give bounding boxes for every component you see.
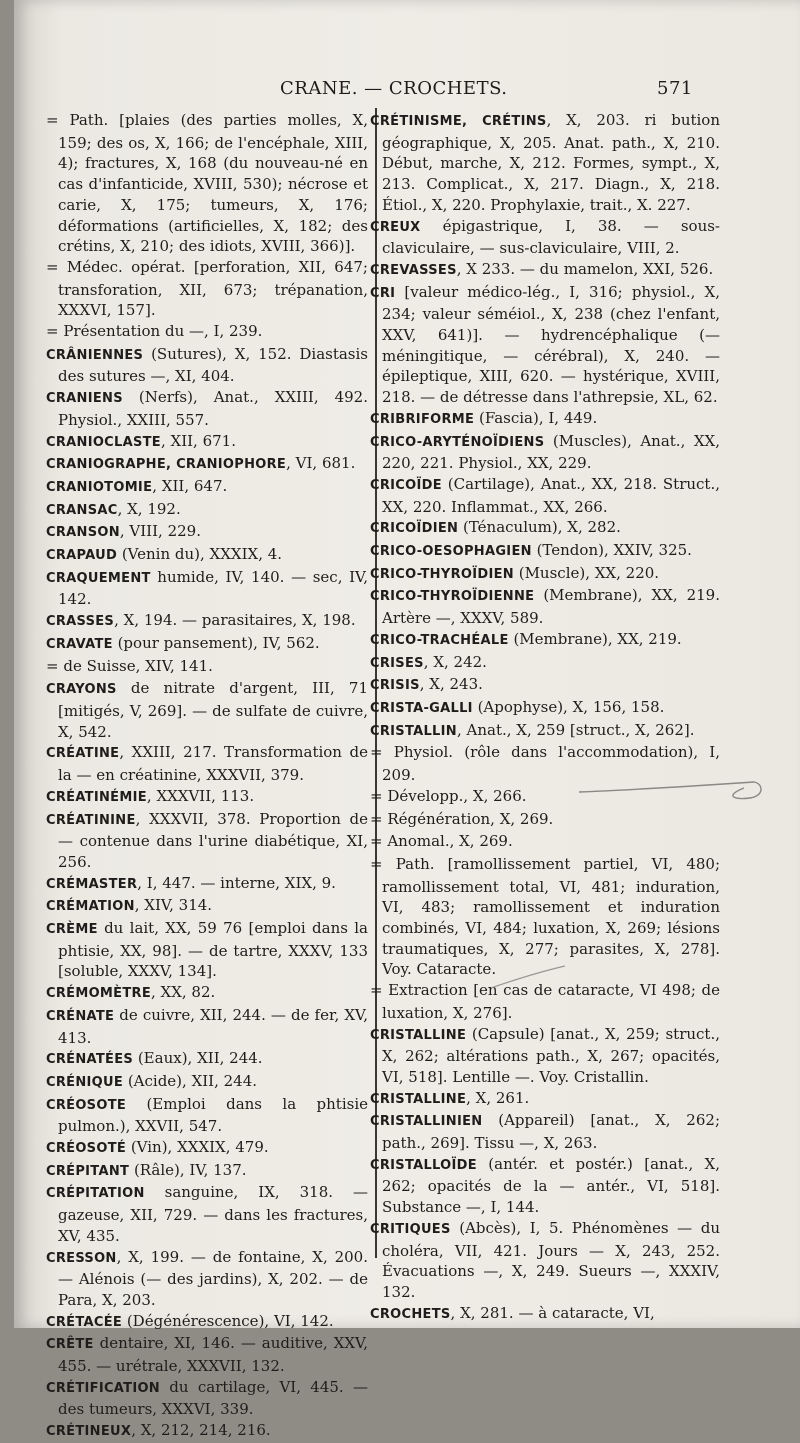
entry-text: , X, 261.	[466, 1088, 530, 1107]
entry-term: CRISTA-GALLI	[370, 700, 473, 716]
pencil-mark	[574, 762, 774, 822]
entry-term: CRICO-OESOPHAGIEN	[370, 544, 532, 560]
entry-text: (Ténaculum), X, 282.	[458, 518, 621, 537]
entry-text: , X, 199. — de fontaine, X, 200. — Alénois (— des jardins), X, 202. — de Para, X, 203.	[58, 1247, 368, 1309]
entry-text: humide, IV, 140. — sec, IV, 142.	[58, 567, 368, 609]
entry-text: , X, 192.	[117, 499, 181, 518]
index-entry	[370, 629, 720, 652]
index-entry	[46, 982, 368, 1005]
index-entry	[46, 476, 368, 499]
entry-term: CRICOÏDIEN	[370, 521, 459, 537]
entry-term: CRANIOGRAPHE, CRANIOPHORE	[46, 457, 287, 473]
entry-term: CREVASSES	[370, 262, 457, 278]
entry-text: (Eaux), XII, 244.	[133, 1049, 263, 1068]
entry-term: CRÉMATION	[46, 899, 135, 915]
entry-text: , XXIII, 217. Transformation de la — en créatinine, XXXVII, 379.	[58, 743, 368, 785]
index-entry	[46, 1160, 368, 1183]
entry-text: = de Suisse, XIV, 141.	[46, 656, 213, 675]
entry-text: , VIII, 229.	[119, 522, 201, 541]
index-entry	[46, 918, 368, 982]
entry-text: , X 233. — du mamelon, XXI, 526.	[456, 259, 714, 278]
entry-term: CRISIS	[370, 678, 420, 694]
entry-term: CRICO-ARYTÉNOÏDIENS	[370, 434, 545, 450]
entry-term: CRAVATE	[46, 636, 113, 652]
entry-term: CRISTALLINIEN	[370, 1114, 483, 1130]
index-entry	[370, 563, 720, 586]
entry-term: CRAQUEMENT	[46, 570, 151, 586]
entry-term: CRANIENS	[46, 391, 123, 407]
index-entry	[46, 321, 368, 344]
entry-text: = Développ., X, 266.	[370, 786, 527, 805]
index-entry	[46, 895, 368, 918]
index-entry	[46, 1005, 368, 1048]
index-entry	[46, 656, 368, 679]
entry-term: CRISTALLOÏDE	[370, 1157, 477, 1173]
entry-term: CRÉTINEUX	[46, 1424, 132, 1440]
index-entry	[370, 408, 720, 431]
entry-term: CRÉMASTER	[46, 876, 138, 892]
entry-term: CRÉNATE	[46, 1008, 115, 1024]
entry-term: CRASSES	[46, 614, 115, 630]
entry-text: de cuivre, XII, 244. — de fer, XV, 413.	[58, 1005, 368, 1047]
index-entry	[46, 1071, 368, 1094]
index-entry	[370, 652, 720, 675]
entry-term: CRANIOTOMIE	[46, 479, 153, 495]
entry-term: CRI	[370, 285, 396, 301]
entry-text: = Extraction [en cas de cataracte, VI 498; de luxation, X, 276].	[370, 981, 720, 1022]
entry-term: CRICO-TRACHÉALE	[370, 632, 509, 648]
entry-text: (Cartilage), Anat., XX, 218. Struct., XX, 220. Inflammat., XX, 266.	[382, 474, 720, 516]
book-page	[14, 0, 800, 1440]
index-entry	[370, 1024, 720, 1088]
index-entry	[370, 1110, 720, 1153]
index-entry	[46, 110, 368, 257]
entry-term: CRICO-THYROÏDIENNE	[370, 589, 535, 605]
entry-text: , X, 281. — à cataracte, VI,	[450, 1303, 655, 1322]
entry-text: du cartilage, VI, 445. — des tumeurs, XXXVI, 339.	[58, 1377, 368, 1419]
entry-text: (Membrane), XX, 219.	[508, 629, 682, 648]
entry-text: (Râle), IV, 137.	[129, 1160, 247, 1179]
entry-text: = Physiol. (rôle dans l'accommodation), I, 209.	[370, 743, 720, 785]
index-entry	[370, 1303, 720, 1326]
entry-term: CRISTALLINE	[370, 1091, 467, 1107]
entry-term: CRISTALLIN	[370, 723, 457, 739]
entry-text: = Anomal., X, 269.	[370, 832, 513, 851]
index-entry	[370, 110, 720, 216]
index-entry	[370, 720, 720, 743]
entry-term: CRÈME	[46, 922, 98, 938]
index-entry	[46, 1311, 368, 1334]
entry-text: (Apophyse), X, 156, 158.	[472, 697, 665, 716]
entry-term: CRÉATININE	[46, 812, 136, 828]
entry-term: CRANSON	[46, 525, 120, 541]
entry-term: CRITIQUES	[370, 1221, 451, 1237]
entry-text: (Abcès), I, 5. Phénomènes — du choléra, VII, 421. Jours — X, 243, 252. Évacuations —, X, 249. Sueurs —, XXXIV, 132.	[382, 1218, 720, 1301]
entry-text: (Muscle), XX, 220.	[513, 563, 660, 582]
index-entry	[46, 809, 368, 873]
right-column	[370, 110, 720, 1325]
entry-text: , X, 243.	[419, 675, 483, 694]
entry-text: (Appareil) [anat., X, 262; path., 269]. Tissu —, X, 263.	[382, 1111, 720, 1153]
entry-term: CRÉNIQUE	[46, 1074, 124, 1090]
entry-text: (Capsule) [anat., X, 259; struct., X, 262; altérations path., X, 267; opacités, VI, 518]. Lentille —. Voy. Cristallin.	[382, 1024, 720, 1086]
entry-term: CRÉNATÉES	[46, 1052, 134, 1068]
entry-text: , XII, 647.	[152, 476, 228, 495]
entry-text: , XXXVII, 378. Proportion de — contenue dans l'urine diabétique, XI, 256.	[58, 809, 368, 871]
entry-term: CRÉTIFICATION	[46, 1380, 160, 1396]
entry-text: , I, 447. — interne, XIX, 9.	[137, 873, 336, 892]
index-entry	[370, 282, 720, 408]
index-entry	[46, 1182, 368, 1246]
entry-text: (Dégénérescence), VI, 142.	[122, 1311, 334, 1330]
entry-text: = Régénération, X, 269.	[370, 809, 554, 828]
entry-term: CRANSAC	[46, 502, 118, 518]
entry-text: , X, 212, 214, 216.	[131, 1421, 271, 1440]
entry-text: , Anat., X, 259 [struct., X, 262].	[456, 720, 695, 739]
entry-text: = Path. [plaies (des parties molles, X, 159; des os, X, 166; de l'encéphale, XIII, 4); fractures, X, 168 (du nouveau-né en cas d'infanticide, XVIII, 530); nécrose et carie, X, 175; tumeurs, X, 176; déformations (artificielles, X, 182; des crétins, X, 210; des idiots, XVIII, 366)].	[46, 111, 368, 256]
entry-text: (antér. et postér.) [anat., X, 262; opacités de la — antér., VI, 518]. Substance —, I, 144.	[382, 1154, 720, 1217]
left-column	[46, 110, 368, 1443]
index-entry	[46, 431, 368, 454]
entry-text: , XX, 82.	[151, 983, 216, 1002]
index-entry	[370, 585, 720, 628]
entry-text: [valeur médico-lég., I, 316; physiol., X, 234; valeur séméiol., X, 238 (chez l'enfant, XXV, 641)]. — hydrencéphalique (— méningitique, — cérébral), X, 240. — épileptique, XIII, 620. — hystérique, XVIII, 218. — de détresse dans l'athrepsie, XL, 62.	[382, 282, 720, 407]
entry-text: (Muscles), Anat., XX, 220, 221. Physiol., XX, 229.	[382, 431, 720, 473]
index-entry	[46, 544, 368, 567]
entry-text: (Emploi dans la phtisie pulmon.), XXVII, 547.	[58, 1094, 368, 1136]
index-entry	[46, 1333, 368, 1376]
index-entry	[370, 474, 720, 517]
entry-text: , X, 194. — parasitaires, X, 198.	[114, 611, 356, 630]
index-entry	[46, 567, 368, 610]
entry-term: CRÉOSOTÉ	[46, 1141, 127, 1157]
entry-term: CRÉATINE	[46, 746, 120, 762]
entry-term: CRÊTE	[46, 1337, 94, 1353]
pencil-mark-small	[489, 962, 569, 992]
index-entry	[370, 517, 720, 540]
entry-term: CRICOÏDE	[370, 477, 442, 493]
index-entry	[46, 610, 368, 633]
entry-text: = Médec. opérat. [perforation, XII, 647; transforation, XII, 673; trépanation, XXXVI, 157].	[46, 257, 368, 320]
entry-text: dentaire, XI, 146. — auditive, XXV, 455. — urétrale, XXXVII, 132.	[58, 1334, 368, 1376]
index-entry	[370, 831, 720, 854]
index-entry	[46, 1094, 368, 1137]
index-entry	[370, 1088, 720, 1111]
entry-term: CROCHETS	[370, 1306, 451, 1322]
entry-text: , X, 203. ri bution géographique, X, 205. Anat. path., X, 210. Début, marche, X, 212. Formes, sympt., X, 213. Complicat., X, 217. Diagn., X, 218. Étiol., X, 220. Prophylaxie, trait., X. 227.	[382, 111, 720, 214]
entry-text: , VI, 681.	[286, 454, 356, 473]
entry-term: CRICO-THYROÏDIEN	[370, 566, 514, 582]
entry-term: CRESSON	[46, 1250, 117, 1266]
running-title: CRANE. — CROCHETS.	[280, 78, 508, 99]
entry-text: , XIV, 314.	[134, 896, 213, 915]
index-entry	[46, 499, 368, 522]
entry-text: , XXXVII, 113.	[146, 786, 255, 805]
index-entry	[46, 257, 368, 321]
entry-term: CRISTALLINE	[370, 1027, 467, 1043]
index-entry	[46, 1377, 368, 1420]
index-entry	[46, 1137, 368, 1160]
entry-text: sanguine, IX, 318. — gazeuse, XII, 729. — dans les fractures, XV, 435.	[58, 1183, 368, 1245]
index-entry	[46, 633, 368, 656]
entry-text: (Fascia), I, 449.	[474, 408, 598, 427]
index-entry	[370, 674, 720, 697]
entry-text: (Nerfs), Anat., XXIII, 492. Physiol., XXIII, 557.	[58, 388, 368, 429]
index-entry	[46, 344, 368, 387]
index-entry	[46, 1420, 368, 1443]
entry-term: CRANIOCLASTE	[46, 434, 161, 450]
index-entry	[46, 453, 368, 476]
entry-text: = Path. [ramollissement partiel, VI, 480; ramollissement total, VI, 481; induration, VI, 483; ramollissement et induration combinés, VI, 484; luxation, X, 269; lésions traumatiques, X, 277; parasites, X, 278]. Voy. Cataracte.	[370, 854, 720, 979]
entry-term: CRÂNIENNES	[46, 347, 144, 363]
index-entry	[46, 742, 368, 785]
entry-text: (pour pansement), IV, 562.	[112, 633, 320, 652]
index-entry	[370, 431, 720, 474]
index-entry	[370, 540, 720, 563]
entry-term: CRÉTINISME, CRÉTINS	[370, 114, 547, 129]
entry-text: , X, 242.	[423, 652, 487, 671]
entry-text: du lait, XX, 59 76 [emploi dans la phtisie, XX, 98]. — de tartre, XXXV, 133 [soluble, XXXV, 134].	[58, 919, 368, 981]
entry-term: CRISES	[370, 655, 424, 671]
page-number: 571	[657, 78, 693, 99]
entry-term: CRÉATINÉMIE	[46, 789, 147, 805]
index-entry	[370, 259, 720, 282]
index-entry	[46, 1048, 368, 1071]
index-entry	[370, 216, 720, 259]
index-entry	[370, 1218, 720, 1303]
index-entry	[46, 1247, 368, 1311]
entry-text: de nitrate d'argent, III, 71 [mitigés, V, 269]. — de sulfate de cuivre, X, 542.	[58, 679, 368, 741]
index-entry	[46, 678, 368, 742]
index-entry	[370, 697, 720, 720]
entry-text: (Tendon), XXIV, 325.	[531, 541, 692, 560]
index-entry	[46, 786, 368, 809]
entry-text: épigastrique, I, 38. — sous-claviculaire, — sus-claviculaire, VIII, 2.	[382, 216, 720, 258]
entry-term: CRÉPITANT	[46, 1163, 130, 1179]
entry-term: CRÉOSOTE	[46, 1097, 127, 1113]
entry-text: , XII, 671.	[160, 431, 236, 450]
entry-text: (Venin du), XXXIX, 4.	[117, 545, 283, 564]
entry-term: CRAYONS	[46, 682, 117, 698]
index-entry	[370, 1154, 720, 1218]
entry-text: (Membrane), XX, 219. Artère —, XXXV, 589.	[382, 586, 720, 628]
entry-text: = Présentation du —, I, 239.	[46, 322, 263, 341]
index-entry	[46, 387, 368, 430]
index-entry	[46, 521, 368, 544]
entry-term: CRÉPITATION	[46, 1186, 145, 1202]
page-header	[14, 78, 800, 108]
entry-text: (Acide), XII, 244.	[123, 1071, 258, 1090]
entry-term: CRÉMOMÈTRE	[46, 986, 151, 1002]
entry-term: CRIBRIFORME	[370, 411, 475, 427]
entry-term: CRÉTACÉE	[46, 1314, 123, 1330]
entry-term: CRAPAUD	[46, 548, 118, 564]
entry-term: CREUX	[370, 219, 421, 235]
entry-text: (Sutures), X, 152. Diastasis des sutures —, XI, 404.	[58, 344, 368, 386]
entry-text: (Vin), XXXIX, 479.	[126, 1138, 269, 1157]
index-entry	[46, 873, 368, 896]
